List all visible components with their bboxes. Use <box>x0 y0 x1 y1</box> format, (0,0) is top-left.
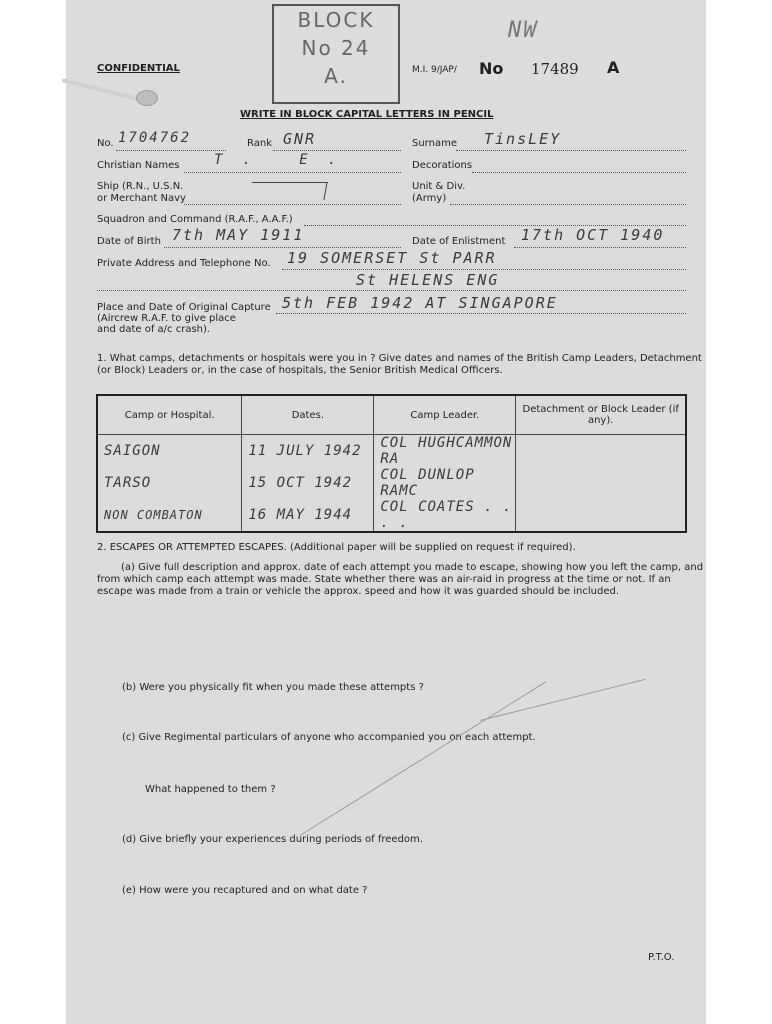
question-2a-line-1: (a) Give full description and approx. date of each attempt you made to escape, showing how you left the camp, and <box>121 562 704 573</box>
camp-cell: SAIGON <box>104 443 161 459</box>
question-2a-line-2: from which camp each attempt was made. State whether there was an air-raid in progress at the time or not. If an <box>97 574 671 585</box>
dob-label: Date of Birth <box>97 236 161 247</box>
address-label: Private Address and Telephone No. <box>97 258 271 269</box>
stamp-line-1: BLOCK <box>297 8 375 32</box>
question-1-line-2: (or Block) Leaders or, in the case of hospitals, the Senior British Medical Officers. <box>97 365 503 376</box>
question-2b: (b) Were you physically fit when you made these attempts ? <box>122 682 424 693</box>
question-2-heading: 2. ESCAPES OR ATTEMPTED ESCAPES. (Additional paper will be supplied on request if required). <box>97 542 576 553</box>
rank-label: Rank <box>247 138 272 149</box>
table-row <box>97 499 686 532</box>
ship-pencil-stroke <box>252 182 328 183</box>
handwritten-initials: NW <box>508 18 539 43</box>
camp-cell: TARSO <box>104 475 152 491</box>
pto-label: P.T.O. <box>648 952 675 963</box>
col-dates-header: Dates. <box>242 395 374 435</box>
camp-table-header <box>97 395 686 435</box>
form-suffix: A <box>607 58 620 77</box>
enlistment-label: Date of Enlistment <box>412 236 506 247</box>
stamp-line-3: A. <box>324 64 348 88</box>
instruction-heading: WRITE IN BLOCK CAPITAL LETTERS IN PENCIL <box>240 109 494 120</box>
camp-cell: NON COMBATON <box>104 508 203 522</box>
form-number: 17489 <box>531 60 579 78</box>
leader-cell: COL COATES . . . . <box>374 499 516 532</box>
service-no-label: No. <box>97 138 114 149</box>
christian-names-label: Christian Names <box>97 160 180 171</box>
number-label: No <box>479 59 504 78</box>
table-row <box>97 435 686 468</box>
rank-value: GNR <box>283 130 317 148</box>
mi-reference: M.I. 9/JAP/ <box>412 65 457 75</box>
leader-cell: COL HUGHCAMMON RA <box>374 435 516 468</box>
squadron-label: Squadron and Command (R.A.F., A.A.F.) <box>97 214 293 225</box>
ship-label-2: or Merchant Navy <box>97 193 186 204</box>
question-2e: (e) How were you recaptured and on what date ? <box>122 885 368 896</box>
decorations-label: Decorations <box>412 160 473 171</box>
unit-label-2: (Army) <box>412 193 447 204</box>
question-2a-line-3: escape was made from a train or vehicle the approx. speed and how it was guarded should be included. <box>97 586 620 597</box>
surname-label: Surname <box>412 138 457 149</box>
camp-table <box>96 394 687 533</box>
detachment-cell <box>516 435 686 468</box>
capture-label-3: and date of a/c crash). <box>97 324 211 335</box>
col-camp-header: Camp or Hospital. <box>97 395 242 435</box>
detachment-cell <box>516 467 686 499</box>
col-detachment-header: Detachment or Block Leader (if any). <box>516 395 686 435</box>
address-value-line-1: 19 SOMERSET St PARR <box>287 249 497 267</box>
capture-label-2: (Aircrew R.A.F. to give place <box>97 313 236 324</box>
stamp-line-2: No 24 <box>301 36 371 60</box>
christian-names-value: T. E. <box>214 152 357 168</box>
leader-cell: COL DUNLOP RAMC <box>374 467 516 499</box>
question-2d: (d) Give briefly your experiences during periods of freedom. <box>122 834 423 845</box>
table-row <box>97 467 686 499</box>
question-2c: (c) Give Regimental particulars of anyone who accompanied you on each attempt. <box>122 732 536 743</box>
address-value-line-2: St HELENS ENG <box>356 271 500 289</box>
col-leader-header: Camp Leader. <box>374 395 516 435</box>
question-2c-follow-up: What happened to them ? <box>145 784 276 795</box>
dob-value: 7th MAY 1911 <box>172 226 305 244</box>
dates-cell: 15 OCT 1942 <box>242 467 374 499</box>
question-1-line-1: 1. What camps, detachments or hospitals were you in ? Give dates and names of the British Camp Leaders, Detachment <box>97 353 702 364</box>
ship-label-1: Ship (R.N., U.S.N. <box>97 181 184 192</box>
dates-cell: 16 MAY 1944 <box>242 499 374 532</box>
tag-knot <box>136 90 158 106</box>
capture-value: 5th FEB 1942 AT SINGAPORE <box>282 294 558 312</box>
enlistment-value: 17th OCT 1940 <box>521 226 665 244</box>
surname-value: TinsLEY <box>484 130 562 148</box>
confidential-label: CONFIDENTIAL <box>97 63 180 74</box>
service-no-value: 1704762 <box>118 130 192 146</box>
capture-label-1: Place and Date of Original Capture <box>97 302 271 313</box>
dates-cell: 11 JULY 1942 <box>242 435 374 468</box>
block-stamp <box>272 4 400 104</box>
unit-label-1: Unit & Div. <box>412 181 466 192</box>
detachment-cell <box>516 499 686 532</box>
